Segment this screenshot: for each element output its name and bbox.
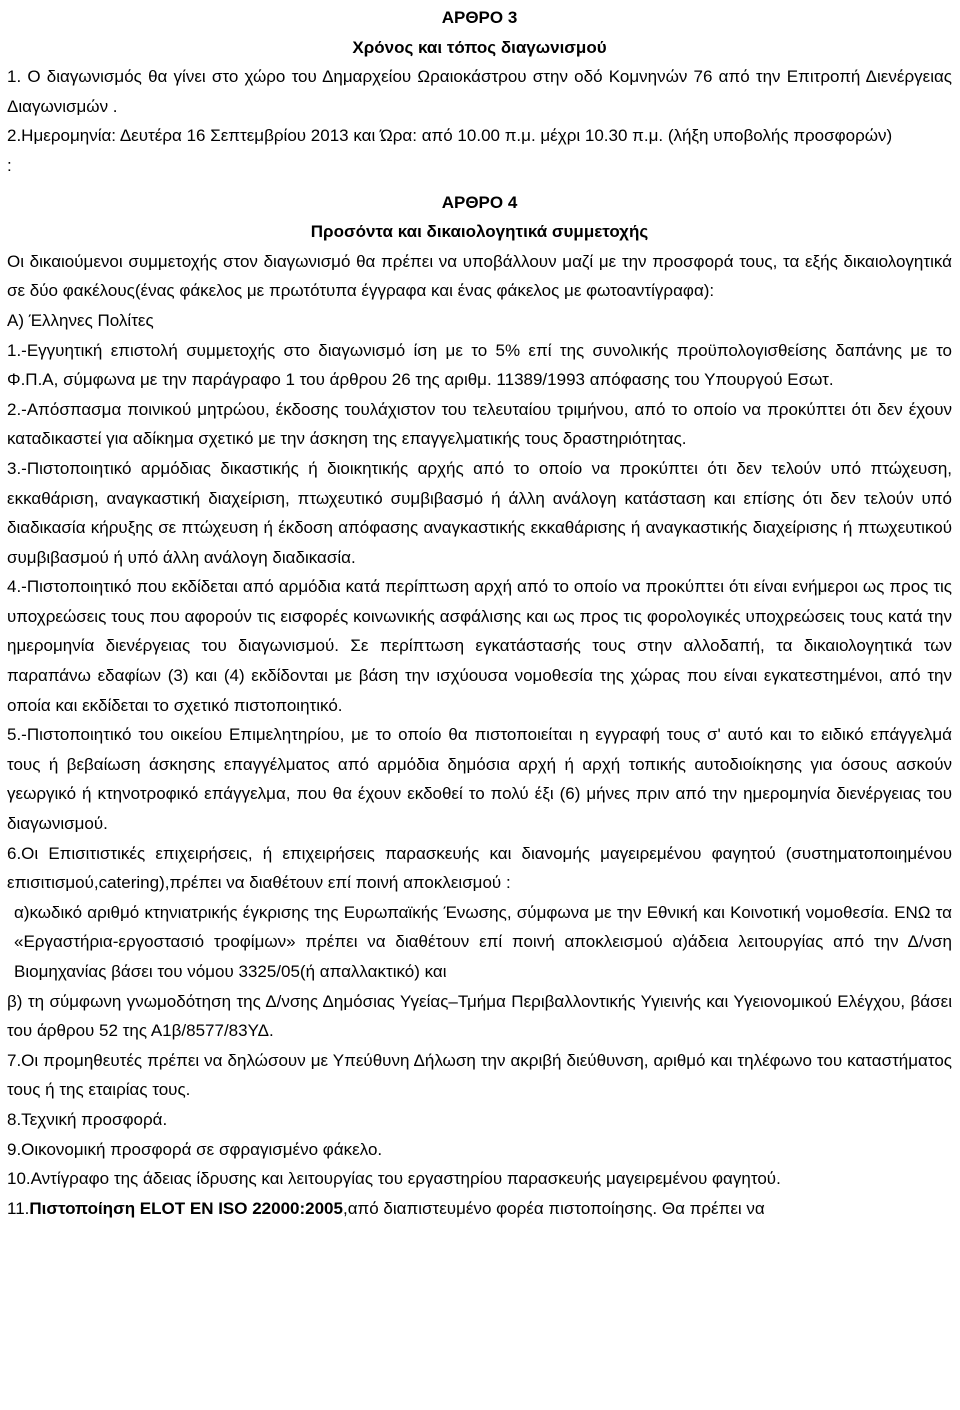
article3-paragraph-1: 1. Ο διαγωνισμός θα γίνει στο χώρο του Δημαρχείου Ωραιοκάστρου στην οδό Κομνηνών 76 από την Επιτροπή Διενέργειας Διαγωνισμών . <box>7 67 952 116</box>
requirement-item-1: 1.-Εγγυητική επιστολή συμμετοχής στο διαγωνισμό ίση με το 5% επί της συνολικής προϋπολογισθείσης δαπάνης με το Φ.Π.Α, σύμφωνα με την παράγραφο 1 του άρθρου 26 της αριθμ. 11389/1993 απόφασης του Υπουργού Εσωτ. <box>7 340 952 390</box>
article3-paragraph-2: 2.Ημερομηνία: Δευτέρα 16 Σεπτεμβρίου 2013 και Ώρα: από 10.00 π.μ. μέχρι 10.30 π.μ. (λήξη υποβολής προσφορών) <box>7 126 893 146</box>
requirement-item-4: 4.-Πιστοποιητικό που εκδίδεται από αρμόδια κατά περίπτωση αρχή από το οποίο να προκύπτει ότι είναι ενήμεροι ως προς τις υποχρεώσεις τους που αφορούν τις εισφορές κοινωνικής ασφάλισης και ως προς τις φορολογικές υποχρεώσεις τους κατά την ημερομηνία διενέργειας του διαγωνισμού. Σε περίπτωση εγκατάστασής τους στην αλλοδαπή, τα δικαιολογητικά των παραπάνω εδαφίων (3) και (4) εκδίδονται με βάση την ισχύουσα νομοθεσία της χώρας που είναι εγκατεστημένοι, από την οποία και εκδίδεται το σχετικό πιστοποιητικό. <box>7 577 952 715</box>
requirement-item-5: 5.-Πιστοποιητικό του οικείου Επιμελητηρίου, με το οποίο θα πιστοποιείται η εγγραφή τους σ' αυτό και το ειδικό επάγγελμά τους ή βεβαίωση άσκησης επαγγέλματος από αρμόδια δημόσια αρχή ή αρχή τοπικής αυτοδιοίκησης για όσους ασκούν γεωργικό ή κτηνοτροφικό επάγγελμα, που θα έχουν εκδοθεί το πολύ έξι (6) μήνες πριν από την ημερομηνία διενέργειας του διαγωνισμού. <box>7 725 952 834</box>
requirement-item-9: 9.Οικονομική προσφορά σε σφραγισμένο φάκελο. <box>7 1139 383 1159</box>
article4-heading: ΑΡΘΡΟ 4 <box>441 192 518 212</box>
requirement-item-6b: β) τη σύμφωνη γνωμοδότηση της Δ/νσης Δημόσιας Υγείας–Τμήμα Περιβαλλοντικής Υγιεινής και Υγειονομικού Ελέγχου, βάσει του άρθρου 52 της Α1β/8577/83ΥΔ. <box>7 991 952 1041</box>
requirement-item-6: 6.Οι Επισιτιστικές επιχειρήσεις, ή επιχειρήσεις παρασκευής και διανομής μαγειρεμένου φαγητού (συστηματοποιημένου επισιτισμού,catering),πρέπει να διαθέτουν επί ποινή αποκλεισμού : <box>7 843 952 893</box>
requirement-item-11-certification: Πιστοποίηση ELOT EN ISO 22000:2005 <box>29 1198 343 1218</box>
requirement-item-10: 10.Αντίγραφο της άδειας ίδρυσης και λειτουργίας του εργαστηρίου παρασκευής μαγειρεμένου φαγητού. <box>7 1169 781 1189</box>
requirement-item-11-text: ,από διαπιστευμένο φορέα πιστοποίησης. Θα πρέπει να <box>342 1198 765 1218</box>
requirement-item-6a: α)κωδικό αριθμό κτηνιατρικής έγκρισης της Ευρωπαϊκής Ένωσης, σύμφωνα με την Εθνική και Κοινοτική νομοθεσία. ΕΝΩ τα «Εργαστήρια-εργοστασιό τροφίμων» πρέπει να διαθέτουν επί ποινή αποκλεισμού α)άδεια λειτουργίας από την Δ/νση Βιομηχανίας βάσει του νόμου 3325/05(ή απαλλακτικό) και <box>14 902 952 981</box>
article3-heading: ΑΡΘΡΟ 3 <box>441 8 518 27</box>
requirement-item-11-number: 11. <box>7 1198 30 1218</box>
requirement-item-7: 7.Οι προμηθευτές πρέπει να δηλώσουν με Υπεύθυνη Δήλωση την ακριβή διεύθυνση, αριθμό και τηλέφωνο του καταστήματος τους ή της εταιρίας τους. <box>7 1050 952 1100</box>
requirement-item-11 <box>7 1194 952 1224</box>
article3-colon: : <box>7 155 12 175</box>
requirement-item-8: 8.Τεχνική προσφορά. <box>7 1109 168 1129</box>
article4-title: Προσόντα και δικαιολογητικά συμμετοχής <box>310 222 649 242</box>
requirement-item-2: 2.-Απόσπασμα ποινικού μητρώου, έκδοσης τουλάχιστον του τελευταίου τριμήνου, από το οποίο να προκύπτει ότι δεν έχουν καταδικαστεί για αδίκημα σχετικό με την άσκηση της επαγγελματικής τους δραστηριότητας. <box>7 399 952 449</box>
article3-title: Χρόνος και τόπος διαγωνισμού <box>352 37 607 57</box>
requirement-item-3: 3.-Πιστοποιητικό αρμόδιας δικαστικής ή διοικητικής αρχής από το οποίο να προκύπτει ότι δεν τελούν υπό πτώχευση, εκκαθάριση, αναγκαστική διαχείριση, πτωχευτικό συμβιβασμό ή άλλη ανάλογη κατάσταση και επίσης ότι δεν τελούν υπό διαδικασία κήρυξης σε πτώχευση ή έκδοση απόφασης αναγκαστικής εκκαθάρισης ή αναγκαστικής διαχείρισης ή πτωχευτικού συμβιβασμού ή υπό άλλη ανάλογη διαδικασία. <box>7 458 952 567</box>
article4-intro: Οι δικαιούμενοι συμμετοχής στον διαγωνισμό θα πρέπει να υποβάλλουν μαζί με την προσφορά τους, τα εξής δικαιολογητικά σε δύο φακέλους(ένας φάκελος με πρωτότυπα έγγραφα και ένας φάκελος με φωτοαντίγραφα): <box>7 251 952 301</box>
article4-subheading-a: Α) Έλληνες Πολίτες <box>7 310 154 330</box>
